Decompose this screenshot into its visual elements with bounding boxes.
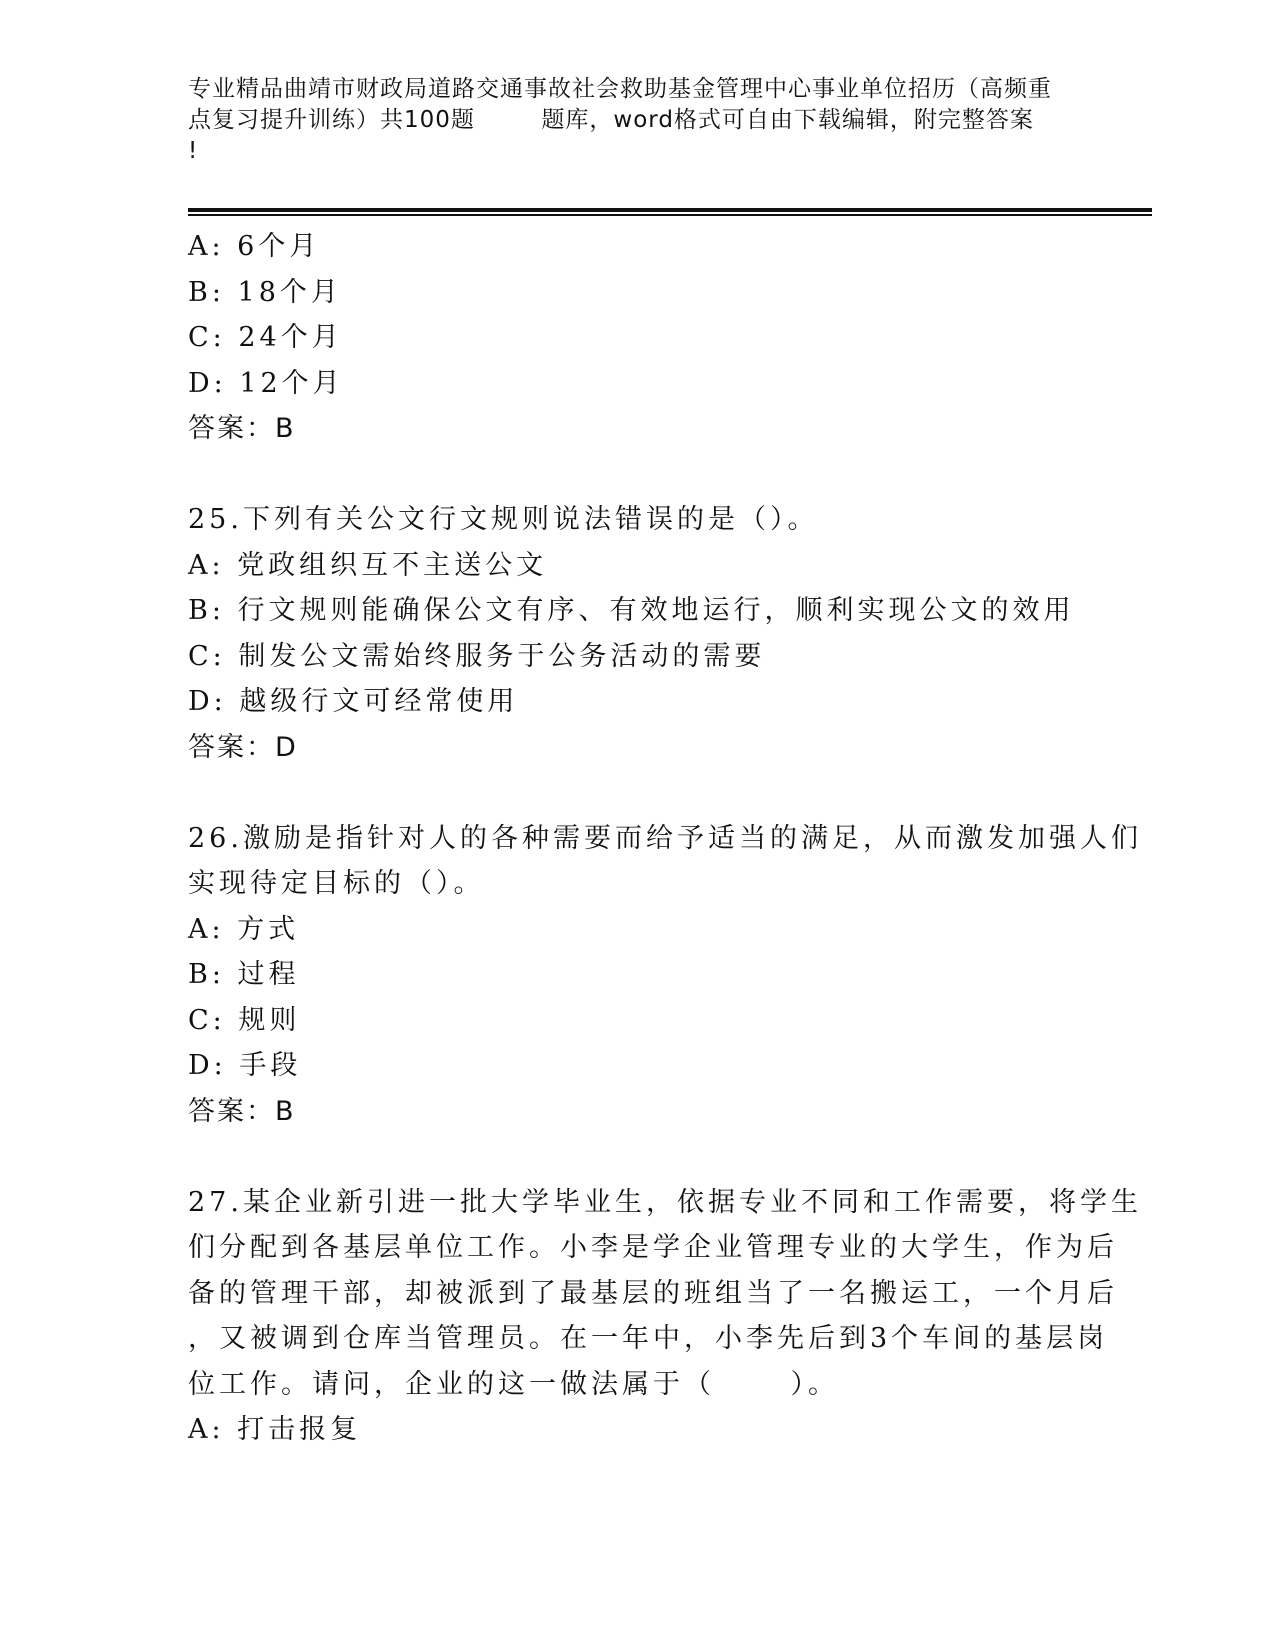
question-stem: 实现待定目标的（）。 — [188, 868, 485, 899]
option-c: C: 规则 — [188, 1004, 301, 1036]
option-a: A: 打击报复 — [188, 1414, 362, 1445]
question-stem: 26.激励是指针对人的各种需要而给予适当的满足，从而激发加强人们 — [188, 822, 1142, 854]
question-block — [188, 497, 1088, 770]
option-c: C: 24个月 — [188, 322, 343, 353]
option-b: B: 过程 — [188, 959, 300, 990]
option-d: D: 12个月 — [188, 367, 344, 399]
header-divider-thin — [188, 214, 1152, 216]
question-block — [188, 1180, 1142, 1453]
option-b: B: 18个月 — [188, 276, 342, 308]
option-b: B: 行文规则能确保公文有序、有效地运行，顺利实现公文的效用 — [188, 595, 1075, 626]
question-stem: 备的管理干部，却被派到了最基层的班组当了一名搬运工，一个月后 — [188, 1277, 1118, 1309]
answer-line: 答案：B — [188, 1095, 296, 1127]
question-content — [188, 224, 1142, 1453]
option-c: C: 制发公文需始终服务于公务活动的需要 — [188, 640, 766, 672]
document-header — [188, 74, 1088, 167]
answer-line: 答案：B — [188, 413, 296, 444]
option-a: A: 党政组织互不主送公文 — [188, 549, 548, 581]
question-block — [188, 224, 1088, 452]
question-stem: 25.下列有关公文行文规则说法错误的是（）。 — [188, 504, 819, 535]
answer-line: 答案：D — [188, 731, 298, 763]
option-d: D: 手段 — [188, 1050, 302, 1081]
header-divider-thick — [188, 208, 1152, 212]
question-block — [188, 816, 1142, 1135]
option-d: D: 越级行文可经常使用 — [188, 686, 519, 717]
question-stem: 们分配到各基层单位工作。小李是学企业管理专业的大学生，作为后 — [188, 1232, 1118, 1263]
question-stem: 27.某企业新引进一批大学毕业生，依据专业不同和工作需要，将学生 — [188, 1186, 1142, 1218]
question-stem: ，又被调到仓库当管理员。在一年中，小李先后到3个车间的基层岗 — [188, 1323, 1109, 1354]
header-line: 点复习提升训练）共100题 题库，word格式可自由下载编辑，附完整答案 — [188, 107, 1034, 133]
header-line: 专业精品曲靖市财政局道路交通事故社会救助基金管理中心事业单位招历（高频重 — [188, 76, 1052, 102]
header-line: ! — [188, 138, 199, 164]
question-stem: 位工作。请问，企业的这一做法属于（ ）。 — [188, 1368, 839, 1400]
option-a: A: 方式 — [188, 913, 300, 945]
option-a: A: 6个月 — [188, 231, 321, 262]
